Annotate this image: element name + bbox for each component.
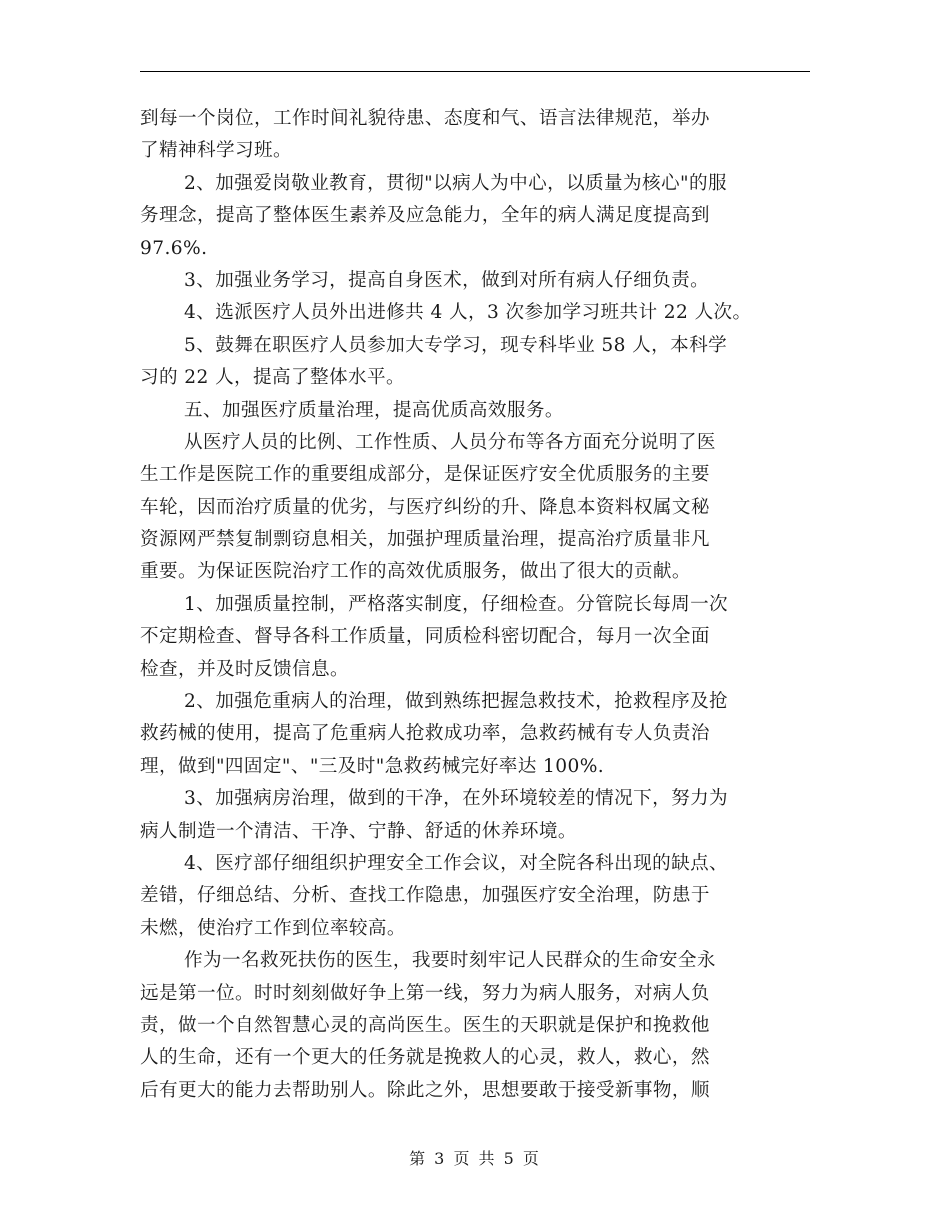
text-line: 资源网严禁复制剽窃息相关，加强护理质量治理，提高治疗质量非凡 (140, 529, 710, 551)
text-line: 务理念，提高了整体医生素养及应急能力，全年的病人满足度提高到 (140, 205, 710, 227)
text-line: 到每一个岗位，工作时间礼貌待患、态度和气、语言法律规范，举办 (140, 108, 710, 129)
text-line: 重要。为保证医院治疗工作的高效优质服务，做出了很大的贡献。 (140, 561, 691, 583)
text-line: 3、加强病房治理，做到的干净，在外环境较差的情况下，努力为 (184, 788, 729, 810)
text-line: 病人制造一个清洁、干净、宁静、舒适的休养环境。 (140, 820, 577, 842)
page-number: 第 3 页 共 5 页 (409, 1149, 541, 1168)
text-line: 五、加强医疗质量治理，提高优质高效服务。 (184, 399, 564, 421)
text-line: 4、选派医疗人员外出进修共 4 人，3 次参加学习班共计 22 人次。 (184, 302, 752, 324)
text-line: 97.6%. (140, 237, 208, 259)
text-line: 车轮，因而治疗质量的优劣，与医疗纠纷的升、降息本资料权属文秘 (140, 496, 710, 518)
text-line: 作为一名救死扶伤的医生，我要时刻牢记人民群众的生命安全永 (184, 950, 716, 972)
text-line: 1、加强质量控制，严格落实制度，仔细检查。分管院长每周一次 (184, 593, 729, 615)
document-body (140, 103, 816, 1107)
text-line: 习的 22 人，提高了整体水平。 (140, 367, 406, 389)
text-line: 差错，仔细总结、分析、查找工作隐患，加强医疗安全治理，防患于 (140, 885, 710, 907)
text-line: 4、医疗部仔细组织护理安全工作会议，对全院各科出现的缺点、 (184, 852, 729, 874)
text-line: 责，做一个自然智慧心灵的高尚医生。医生的天职就是保护和挽救他 (140, 1014, 710, 1036)
text-line: 3、加强业务学习，提高自身医术，做到对所有病人仔细负责。 (184, 269, 710, 291)
text-line: 2、加强危重病人的治理，做到熟练把握急救技术，抢救程序及抢 (184, 691, 729, 713)
text-line: 检查，并及时反馈信息。 (140, 658, 349, 680)
text-line: 远是第一位。时时刻刻做好争上第一线，努力为病人服务，对病人负 (140, 982, 710, 1004)
text-line: 人的生命，还有一个更大的任务就是挽救人的心灵，救人，救心，然 (140, 1047, 710, 1069)
text-line: 了精神科学习班。 (140, 140, 292, 162)
text-line: 不定期检查、督导各科工作质量，同质检科密切配合，每月一次全面 (140, 626, 710, 648)
text-line: 未燃，使治疗工作到位率较高。 (140, 917, 406, 939)
header-rule (140, 71, 810, 72)
text-line: 后有更大的能力去帮助别人。除此之外，思想要敢于接受新事物，顺 (140, 1079, 710, 1101)
text-line: 理，做到"四固定"、"三及时"急救药械完好率达 100%. (140, 755, 605, 777)
text-line: 从医疗人员的比例、工作性质、人员分布等各方面充分说明了医 (184, 431, 716, 453)
text-line: 2、加强爱岗敬业教育，贯彻"以病人为中心，以质量为核心"的服 (184, 172, 727, 194)
text-line: 5、鼓舞在职医疗人员参加大专学习，现专科毕业 58 人，本科学 (184, 334, 728, 356)
text-line: 生工作是医院工作的重要组成部分，是保证医疗安全优质服务的主要 (140, 464, 710, 486)
text-line: 救药械的使用，提高了危重病人抢救成功率，急救药械有专人负责治 (140, 723, 710, 745)
